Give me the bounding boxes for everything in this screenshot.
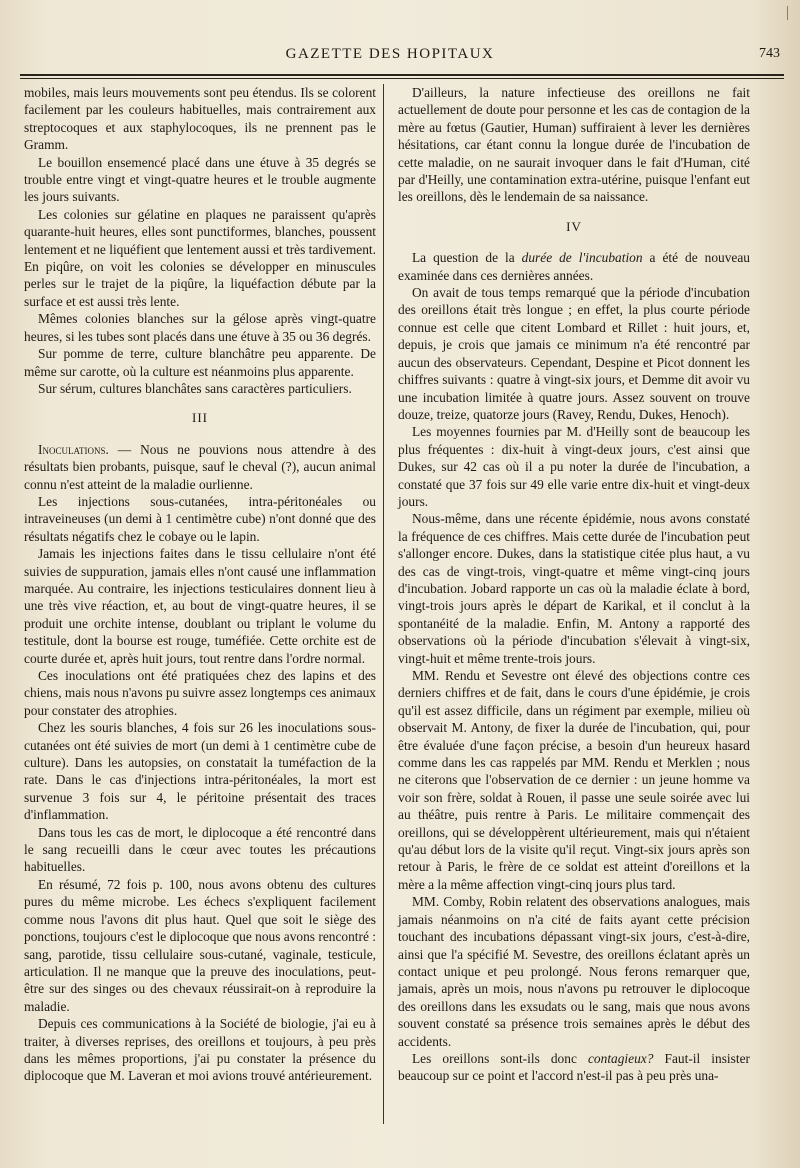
page-number: 743 bbox=[759, 46, 780, 61]
paragraph: Dans tous les cas de mort, le diplocoque a été rencontré dans le sang recueilli dans le cœur avec toutes les précautions habituelles. bbox=[24, 824, 376, 875]
section-numeral: IV bbox=[566, 218, 582, 234]
paragraph-text: — Nous ne pouvions nous attendre à des résultats bien probants, puisque, sauf le cheval (?), aucun animal connu n'est atteint de la maladie ourlienne. bbox=[24, 441, 376, 492]
right-column bbox=[398, 84, 750, 1154]
paragraph-text: Les oreillons sont-ils donc bbox=[412, 1050, 588, 1066]
paragraph: Sur pomme de terre, culture blanchâtre peu apparente. De même sur carotte, où la culture est néanmoins plus apparente. bbox=[24, 346, 376, 379]
paragraph: Ces inoculations ont été pratiquées chez des lapins et des chiens, mais nous n'avons pu suivre assez longtemps ces animaux pour constater des atrophies. bbox=[24, 668, 376, 718]
paragraph-text: a été de nouveau examinée dans ces dernières années. bbox=[398, 250, 750, 283]
page-header bbox=[20, 40, 780, 70]
paragraph: Les moyennes fournies par M. d'Heilly sont de beaucoup les plus fréquentes : dix-huit à vingt-deux jours, c'est ainsi que Dukes, sur 42 cas où il a pu noter la durée de l'incubation, a constaté que 37 fois sur 49 elle varie entre dix-huit et vingt-deux jours. bbox=[398, 424, 750, 509]
paragraph: Les colonies sur gélatine en plaques ne paraissent qu'après quarante-huit heures, elles sont punctiformes, blanches, poussent lentement et ne liquéfient que lentement aussi et très tardivement. En piqûre, on voit les colonies se développer en minuscules perles sur le trajet de la piqûre, la liquéfaction débute par la surface et est aussi très lente. bbox=[24, 206, 376, 309]
running-head: GAZETTE DES HOPITAUX bbox=[285, 46, 495, 62]
paragraph: Sur sérum, cultures blanchâtes sans caractères particuliers. bbox=[38, 380, 352, 396]
paragraph: D'ailleurs, la nature infectieuse des oreillons ne fait actuellement de doute pour personne et les cas de contagion de la mère au fœtus (Gautier, Human) suffiraient à lever les dernières hésitations, car étant connu la longue durée de l'incubation de cette maladie, on ne saurait invoquer dans le fait d'Human, cité par d'Heilly, une contamination extra-utérine, puisque l'enfant eut les oreillons, dès le lendemain de sa naissance. bbox=[398, 85, 750, 205]
paragraph: MM. Rendu et Sevestre ont élevé des objections contre ces derniers chiffres et de fait, dans le cours d'une épidémie, je crois qu'il est assez difficile, dans un régiment par exemple, milieu où observait M. Antony, de fixer la durée de l'incubation, qui, pour être évaluée d'une façon précise, a besoin d'un heureux hasard comme dans les cas rappelés par MM. Rendu et Merklen ; nous ne citerons que l'observation de ce dernier : un jeune homme va voir son frère, soldat à Rouen, il passe une seule soirée avec lui au théâtre, puis rentre à Paris. Le militaire commençait des oreillons, qui se développèrent ultérieurement, mais qui n'étaient qu'au début lors de la visite qu'il reçut. Vingt-six jours après son retour à Paris, le frère de ce soldat est atteint d'oreillons et la mère a la même affection vingt-cinq jours plus tard. bbox=[398, 668, 750, 892]
paragraph: Depuis ces communications à la Société de biologie, j'ai eu à traiter, à diverses reprises, des oreillons et toujours, à peu près dans les mêmes proportions, j'ai pu constater la présence du diplocoque que M. Laveran et moi avions trouvé antérieurement. bbox=[24, 1016, 376, 1084]
paragraph: mobiles, mais leurs mouvements sont peu étendus. Ils se colorent facilement par les couleurs habituelles, mais contrairement aux streptocoques et aux staphylocoques, ils ne prennent pas le Gramm. bbox=[24, 85, 376, 153]
header-rule bbox=[20, 74, 784, 76]
column-divider bbox=[383, 84, 384, 1124]
paragraph: Chez les souris blanches, 4 fois sur 26 les inoculations sous-cutanées ont été suivies de mort (un demi à 1 centimètre cube de culture). Dans les autopsies, on constatait la tuméfaction de la rate. Dans le cas d'injections intra-péritonéales, la mort est survenue 3 fois sur 4, le péritoine présentait des traces d'inflammation. bbox=[24, 720, 376, 823]
header-rule-thin bbox=[20, 78, 784, 79]
paragraph bbox=[398, 1050, 750, 1085]
paragraph: Les injections sous-cutanées, intra-péritonéales ou intraveineuses (un demi à 1 centimètre cube) n'ont donné que des résultats négatifs chez le cobaye ou le lapin. bbox=[24, 493, 376, 544]
run-in-heading: Inoculations. bbox=[38, 441, 109, 457]
left-column bbox=[24, 84, 376, 1144]
paragraph bbox=[24, 441, 376, 493]
paragraph: Mêmes colonies blanches sur la gélose après vingt-quatre heures, si les tubes sont placés dans une étuve à 35 ou 36 degrés. bbox=[24, 311, 376, 344]
paragraph-text: Faut-il insister beaucoup sur ce point et l'accord n'est-il pas à peu près una- bbox=[398, 1050, 750, 1084]
italic-phrase: durée de l'incubation bbox=[521, 250, 643, 266]
paragraph bbox=[398, 249, 750, 284]
paragraph: On avait de tous temps remarqué que la période d'incubation des oreillons était très longue ; en effet, la plus courte période connue est celle que citent Lombard et Rillet : huit jours, et, depuis, je crois que jamais ce minimum n'a été rencontré par aucun des observateurs. Cependant, Despine et Picot donnent les chiffres suivants : quatre à vingt-six jours, et Demme dit avoir vu une incubation limitée à quatre jours. Assez souvent on trouve douze, treize, quatorze jours (Ravey, Rendu, Dukes, Henoch). bbox=[398, 285, 750, 422]
paragraph: En résumé, 72 fois p. 100, nous avons obtenu des cultures pures du même microbe. Les échecs s'expliquent facilement comme nous l'avons dit plus haut. Quel que soit le siège des ponctions, toujours c'est le diplocoque que nous avons rencontré : sang, parotide, tissu cellulaire sous-cutané, vaginale, testicule, articulation. Il ne manque que la preuve des inoculations, peut-être sur des singes ou des chevaux réussirait-on à reproduire la maladie. bbox=[24, 876, 376, 1014]
italic-phrase: contagieux? bbox=[587, 1050, 654, 1066]
section-numeral: III bbox=[192, 410, 208, 426]
paragraph: Le bouillon ensemencé placé dans une étuve à 35 degrés se trouble entre vingt et vingt-quatre heures et le trouble augmente les jours suivants. bbox=[24, 154, 376, 205]
paragraph: Nous-même, dans une récente épidémie, nous avons constaté la fréquence de ces chiffres. Mais cette durée de l'incubation peut s'allonger encore. Dukes, dans la statistique citée plus haut, a vu des cas de vingt-trois, vingt-quatre et même vingt-cinq jours d'incubation. Jobard rapporte un cas où la maladie éclate à bord, vingt-trois jours après le départ de Karikal, et il conclut à la spontanéité de la maladie. Enfin, M. Antony a rapporté des observations où la période d'incubation s'élevait à vingt-six, vingt-huit et même trente-trois jours. bbox=[398, 511, 750, 666]
paragraph: Jamais les injections faites dans le tissu cellulaire n'ont été suivies de suppuration, jamais elles n'ont causé une inflammation marquée. Au contraire, les injections testiculaires donnent lieu à une très vive réaction, et, au bout de vingt-quatre heures, il se produit une orchite intense, doublant ou triplant le volume du testitule, dont la bourse est rouge, tuméfiée. Cette orchite est de courte durée et, après huit jours, tout rentre dans l'ordre normal. bbox=[24, 546, 376, 666]
page-edge-mark bbox=[787, 6, 796, 20]
paragraph: MM. Comby, Robin relatent des observations analogues, mais jamais néanmoins on n'a cité de faits ayant cette précision touchant des incubations dépassant vingt-six jours, c'est-à-dire, ainsi que l'a spécifié M. Sevestre, des oreillons éclatant après un contact unique et peu prolongé. Nous ferons remarquer que, jamais, après un mois, nous n'avons pu retrouver le diplocoque des oreillons dans les exsudats ou le sang, mais que nous avons souvent constaté sa présence trois semaines après le début des accidents. bbox=[398, 894, 750, 1049]
paragraph-text: La question de la bbox=[412, 250, 522, 266]
